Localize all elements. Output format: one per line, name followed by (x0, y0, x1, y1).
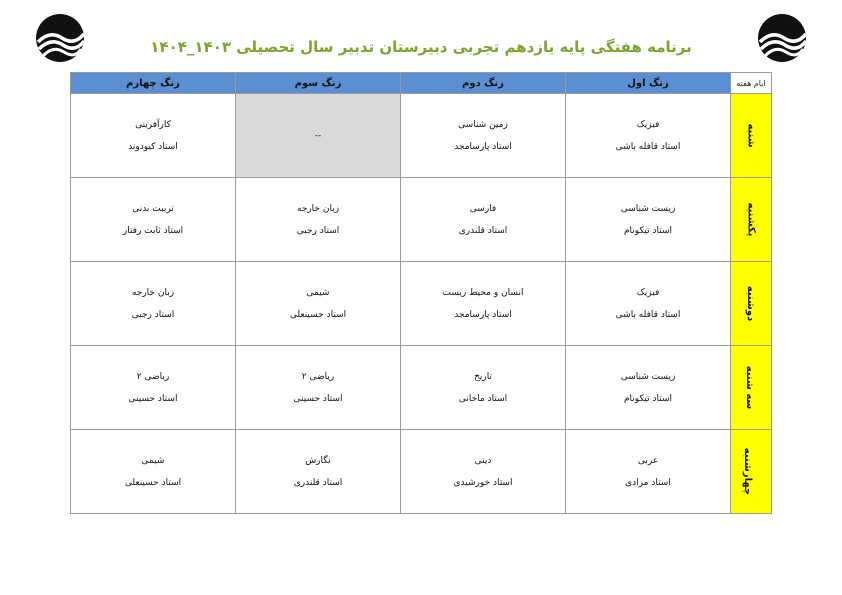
page-title: برنامه هفتگی پایه یازدهم تجربی دبیرستان تدبیر سال تحصیلی ۱۴۰۳_۱۴۰۴ (150, 38, 692, 56)
teacher-name: استاد رجبی (296, 225, 340, 236)
schedule-cell (71, 262, 236, 346)
period-header: زنگ اول (566, 73, 731, 94)
subject-name: انسان و محیط زیست (442, 287, 524, 298)
subject-name: ریاضی ۲ (301, 371, 335, 382)
subject-name: نگارش (305, 455, 331, 466)
day-label: شنبه (731, 94, 772, 178)
table-row (71, 262, 772, 346)
schedule-cell (566, 94, 731, 178)
subject-name: زبان خارجه (296, 203, 340, 214)
subject-name: شیمی (306, 287, 330, 298)
subject-name: شیمی (141, 455, 165, 466)
teacher-name: استاد مرادی (625, 477, 671, 488)
schedule-cell (401, 178, 566, 262)
subject-name: ریاضی ۲ (136, 371, 170, 382)
schedule-cell (71, 430, 236, 514)
teacher-name: استاد نیکونام (623, 225, 673, 236)
teacher-name: استاد قافله باشی (615, 309, 681, 320)
day-label: دوشنبه (731, 262, 772, 346)
weekly-schedule-table (70, 72, 772, 514)
schedule-cell (71, 94, 236, 178)
teacher-name: استاد کیودوند (128, 141, 178, 152)
schedule-cell (401, 262, 566, 346)
teacher-name: استاد نیکونام (623, 393, 673, 404)
schedule-cell (236, 430, 401, 514)
subject-name: زبان خارجه (131, 287, 175, 298)
subject-name: عربی (637, 455, 659, 466)
subject-name: کارآفرینی (135, 119, 171, 130)
subject-name: فارسی (469, 203, 497, 214)
teacher-name: استاد پارسامجد (454, 141, 512, 152)
table-row (71, 178, 772, 262)
subject-name: -- (314, 130, 322, 141)
subject-name: فیزیک (636, 119, 660, 130)
period-header: زنگ سوم (236, 73, 401, 94)
teacher-name: استاد قلندری (293, 477, 343, 488)
table-row (71, 430, 772, 514)
teacher-name: استاد ثابت رفتار (122, 225, 184, 236)
subject-name: زمین شناسی (458, 119, 508, 130)
schedule-cell (566, 262, 731, 346)
schedule-cell-empty (236, 94, 401, 178)
subject-name: تربیت بدنی (132, 203, 174, 214)
subject-name: دینی (474, 455, 492, 466)
day-label: یکشنبه (731, 178, 772, 262)
subject-name: تاریخ (474, 371, 492, 382)
period-header: زنگ دوم (401, 73, 566, 94)
teacher-name: استاد حسینی (128, 393, 178, 404)
teacher-name: استاد حسینعلی (289, 309, 347, 320)
schedule-cell (401, 94, 566, 178)
subject-name: فیزیک (636, 287, 660, 298)
schedule-cell (566, 430, 731, 514)
day-label: سه شنبه (731, 346, 772, 430)
subject-name: زیست شناسی (620, 371, 676, 382)
header-row (71, 73, 772, 94)
teacher-name: استاد حسینعلی (124, 477, 182, 488)
schedule-cell (236, 262, 401, 346)
schedule-cell (71, 346, 236, 430)
schedule-cell (401, 346, 566, 430)
day-label: چهارشنبه (731, 430, 772, 514)
schedule-cell (236, 178, 401, 262)
teacher-name: استاد ماخانی (458, 393, 508, 404)
schedule-cell (566, 178, 731, 262)
schedule-cell (236, 346, 401, 430)
teacher-name: استاد پارسامجد (454, 309, 512, 320)
schedule-cell (71, 178, 236, 262)
teacher-name: استاد حسینی (293, 393, 343, 404)
schedule-cell (401, 430, 566, 514)
teacher-name: استاد رجبی (131, 309, 175, 320)
teacher-name: استاد قافله باشی (615, 141, 681, 152)
table-row (71, 346, 772, 430)
subject-name: زیست شناسی (620, 203, 676, 214)
corner-label: ایام هفته (731, 73, 772, 94)
teacher-name: استاد قلندری (458, 225, 508, 236)
schedule-cell (566, 346, 731, 430)
teacher-name: استاد خورشیدی (453, 477, 513, 488)
period-header: زنگ چهارم (71, 73, 236, 94)
table-row (71, 94, 772, 178)
